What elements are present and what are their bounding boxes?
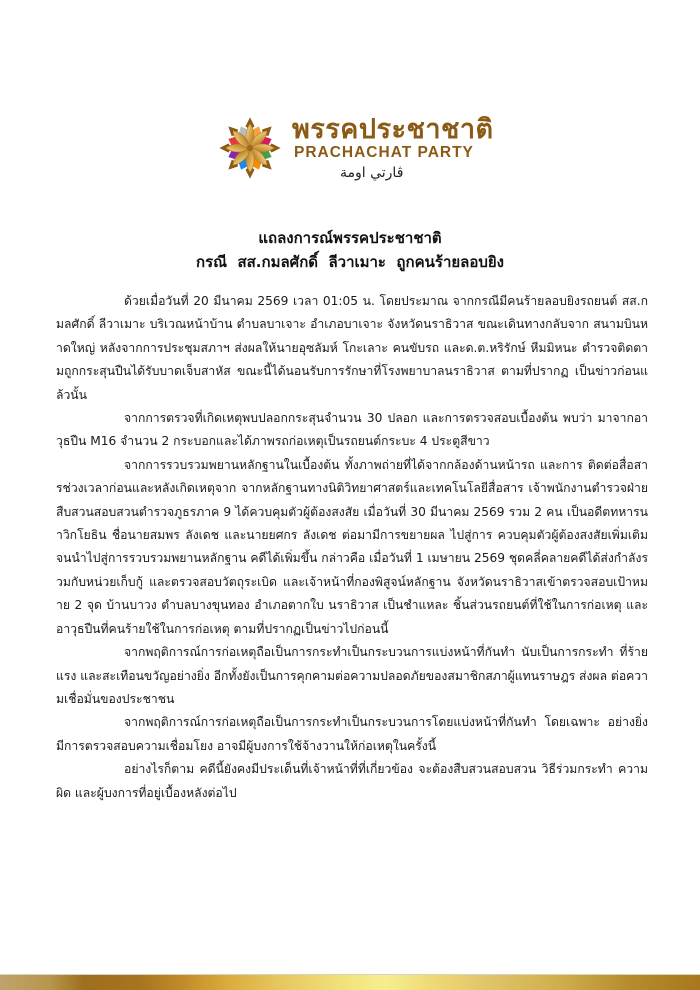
statement-title [0,226,700,274]
party-name-english: PRACHACHAT PARTY [294,144,474,161]
paragraph-evidence-arrests: จากการรวบรวมพยานหลักฐานในเบื้องต้น ทั้งภาพถ่ายที่ได้จากกล้องด้านหน้ารถ และการ ติดต่อสื่อสารช่วงเวลาก่อนและหลังเกิดเหตุจาก จากหลักฐานทางนิติวิทยาศาสตร์และเทคโนโลยีสื่อสาร เจ้าพนักงานตำรวจฝ่ายสืบสวนสอบสวนตำรวจภูธรภาค 9 ได้ควบคุมตัวผู้ต้องสงสัย เมื่อวันที่ 30 มีนาคม 2569 รวม 2 คน เป็นอดีตทหารนาวิกโยธิน ชื่อนายสมพร ลังเดช และนายยศกร ลังเดช ต่อมามีการขยายผล ไปสู่การ ควบคุมตัวผู้ต้องสงสัยเพิ่มเติม จนนำไปสู่การรวบรวมพยานหลักฐาน คดีได้เพิ่มขึ้น กล่าวคือ เมื่อวันที่ 1 เมษายน 2569 ชุดคลี่คลายคดีได้ส่งกำลังรวมกับหน่วยเก็บกู้ และตรวจสอบวัตถุระเบิด และเจ้าหน้าที่กองพิสูจน์หลักฐาน จังหวัดนราธิวาสเข้าตรวจสอบเป้าหมาย 2 จุด บ้านบาวง ตำบลบางขุนทอง อำเภอตากใบ นราธิวาส เป็นชำแหละ ชิ้นส่วนรถยนต์ที่ใช้ในการก่อเหตุ และอาวุธปืนที่คนร้ายใช้ในการก่อเหตุ ตามที่ปรากฏเป็นข่าวไปก่อนนี้ [56,457,648,636]
footer-gold-bar [0,974,700,990]
paragraph-conclusion: อย่างไรก็ตาม คดีนี้ยังคงมีประเด็นที่เจ้าหน้าที่ที่เกี่ยวข้อง จะต้องสืบสวนสอบสวน วิธีร่วมกระทำ ความผิด และผู้บงการที่อยู่เบื้องหลังต่อไป [56,762,648,800]
paragraph-incident: ด้วยเมื่อวันที่ 20 มีนาคม 2569 เวลา 01:05 น. โดยประมาณ จากกรณีมีคนร้ายลอบยิงรถยนต์ สส.กมลศักดิ์ ลีวาเมาะ บริเวณหน้าบ้าน ตำบลบาเจาะ อำเภอบาเจาะ จังหวัดนราธิวาส ขณะเดินทางกลับจาก สนามบินหาดใหญ่ หลังจากการประชุมสภาฯ ส่งผลให้นายอุซลัมห์ โกะเลาะ คนขับรถ และด.ต.หริรักษ์ หีมมิหนะ ตำรวจติดตามถูกกระสุนปืนได้รับบาดเจ็บสาหัส ขณะนี้ได้นอนรับการรักษาที่โรงพยาบาลนราธิวาส ตามที่ปรากฏ เป็นข่าวก่อนแล้วนั้น [56,294,648,402]
lotus-flower-logo-icon [214,112,286,184]
statement-title-line-2: กรณี สส.กมลศักดิ์ ลีวาเมาะ ถูกคนร้ายลอบยิง [196,253,504,271]
party-name-thai: พรรคประชาชาติ [292,114,494,145]
party-name-arabic: ڤارتي اومة [340,165,404,181]
party-brand [292,116,522,183]
paragraph-scene-inspection: จากการตรวจที่เกิดเหตุพบปลอกกระสุนจำนวน 30 ปลอก และการตรวจสอบเบื้องต้น พบว่า มาจากอาวุธปืน M16 จำนวน 2 กระบอกและได้ภาพรถก่อเหตุเป็นรถยนต์กระบะ 4 ประตูสีขาว [56,411,648,449]
paragraph-severity: จากพฤติการณ์การก่อเหตุถือเป็นการกระทำเป็นกระบวนการแบ่งหน้าที่กันทำ นับเป็นการกระทำ ที่ร้ายแรง และสะเทือนขวัญอย่างยิ่ง อีกทั้งยังเป็นการคุกคามต่อความปลอดภัยของสมาชิกสภาผู้แทนราษฎร ส่งผล ต่อความเชื่อมั่นของประชาชน [56,645,648,706]
letterhead [214,112,514,188]
statement-title-line-1: แถลงการณ์พรรคประชาชาติ [258,229,442,247]
statement-body [56,290,648,805]
paragraph-mastermind: จากพฤติการณ์การก่อเหตุถือเป็นการกระทำเป็นกระบวนการโดยแบ่งหน้าที่กันทำ โดยเฉพาะ อย่างยิ่งมีการตรวจสอบความเชื่อมโยง อาจมีผู้บงการใช้จ้างวานให้ก่อเหตุในครั้งนี้ [56,715,648,753]
